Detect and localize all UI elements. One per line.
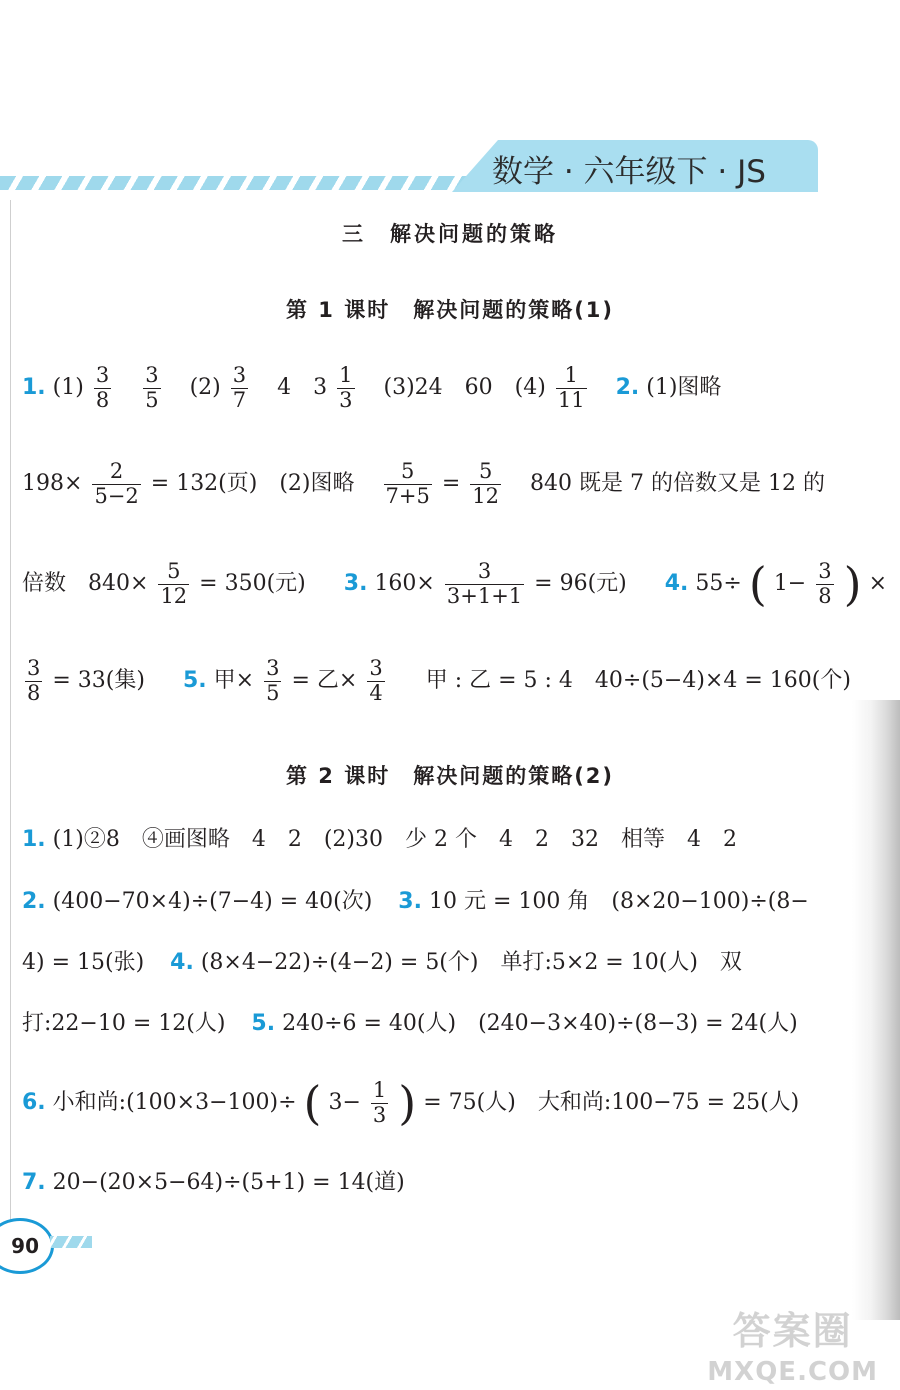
denominator: 8: [27, 680, 41, 705]
answer-text: 840 既是 7 的倍数又是 12 的: [530, 471, 825, 497]
answer-text: 55÷: [695, 571, 742, 597]
answer-text: = 33(集): [52, 668, 145, 694]
question-number: 3.: [343, 571, 368, 597]
answer-text: 20−(20×5−64)÷(5+1) = 14(道): [52, 1170, 405, 1195]
numerator: 1: [372, 1078, 387, 1102]
fraction: [264, 657, 281, 705]
answer-text: 160×: [374, 571, 435, 597]
answer-text: (8×4−22)÷(4−2) = 5(个) 单打:5×2 = 10(人) 双: [200, 950, 742, 975]
fraction: [384, 460, 432, 508]
left-paren: (: [303, 1076, 322, 1131]
numerator: 3: [232, 363, 247, 387]
fraction: [25, 657, 42, 705]
denominator: 3: [339, 387, 353, 412]
lesson-2-heading: 第 2 课时 解决问题的策略(2): [285, 764, 615, 788]
denominator: 5: [266, 680, 280, 705]
fraction: [94, 364, 111, 412]
watermark-main-text: 答案圈: [732, 1309, 853, 1353]
fraction: [445, 560, 524, 608]
page-number-badge: 90: [0, 1218, 54, 1274]
question-number: 2.: [615, 375, 640, 401]
lesson-1-line-4: [22, 657, 851, 705]
denominator: 8: [95, 387, 110, 412]
question-number: 5.: [182, 668, 207, 694]
question-number: 7.: [22, 1170, 46, 1195]
question-number: 2.: [22, 889, 46, 914]
answer-text: 4) = 15(张): [22, 950, 145, 975]
denominator: 11: [557, 387, 585, 412]
answer-text: (3)24 60 (4): [383, 375, 546, 401]
fraction: [231, 364, 248, 412]
section-heading: 三 解决问题的策略: [342, 222, 558, 246]
answer-text: 240÷6 = 40(人) (240−3×40)÷(8−3) = 24(人): [282, 1011, 798, 1036]
numerator: 3: [95, 363, 110, 387]
answer-text: 10 元 = 100 角 (8×20−100)÷(8−: [428, 889, 809, 914]
answer-text: (400−70×4)÷(7−4) = 40(次): [52, 889, 373, 914]
lesson-2-line-2: [22, 891, 809, 913]
numerator: 3: [369, 656, 383, 680]
fraction: [92, 460, 140, 508]
fraction: [158, 560, 189, 608]
denominator: 5−2: [94, 483, 139, 508]
right-paren: ): [843, 557, 862, 612]
footer-stripe: [50, 1236, 92, 1248]
denominator: 12: [160, 583, 188, 608]
answer-text: ×: [868, 571, 888, 597]
numerator: 5: [384, 460, 432, 485]
answer-text: = 350(元): [199, 571, 306, 597]
torn-page-edge: [852, 700, 900, 1320]
watermark-logo: [707, 1300, 878, 1387]
answer-text: = 96(元): [534, 571, 627, 597]
answer-text: (1)图略: [646, 375, 722, 401]
denominator: 7: [232, 387, 247, 412]
fraction: [556, 364, 587, 412]
answer-text: = 75(人) 大和尚:100−75 = 25(人): [423, 1090, 800, 1116]
numerator: 1: [556, 364, 587, 389]
numerator: 1: [339, 363, 353, 387]
fraction: [367, 657, 384, 705]
lesson-1-heading: 第 1 课时 解决问题的策略(1): [285, 298, 615, 322]
answer-text: 甲×: [213, 668, 255, 694]
lesson-1-line-1: [22, 364, 721, 412]
answer-text: 1−: [773, 571, 807, 597]
header-title: 数学 · 六年级下 · JS: [492, 154, 766, 190]
answer-text: 倍数 840×: [22, 571, 149, 597]
question-number: 1.: [22, 375, 46, 401]
numerator: 2: [92, 460, 140, 485]
answer-text: 3−: [328, 1090, 361, 1116]
fraction: [816, 560, 833, 608]
denominator: 12: [472, 483, 500, 508]
question-number: 4.: [664, 571, 689, 597]
lesson-2-line-1: [22, 829, 737, 851]
lesson-2-line-6: [22, 1172, 405, 1194]
left-paren: (: [748, 557, 767, 612]
lesson-1-line-3: [22, 557, 888, 612]
fraction: [337, 364, 354, 412]
numerator: 5: [470, 460, 501, 485]
lesson-2-line-4: [22, 1013, 798, 1035]
fraction: [371, 1079, 388, 1127]
answer-text: 小和尚:(100×3−100)÷: [52, 1090, 297, 1116]
header-stripe-band: [0, 176, 470, 190]
fraction: [143, 364, 160, 412]
denominator: 8: [818, 583, 832, 608]
page-header: [0, 140, 820, 196]
answer-text: 甲 : 乙 = 5 : 4 40÷(5−4)×4 = 160(个): [425, 668, 851, 694]
answer-text: (1): [52, 375, 84, 401]
answer-text: = 乙×: [291, 668, 358, 694]
numerator: 3: [266, 656, 280, 680]
lesson-2-line-5: [22, 1076, 800, 1131]
answer-text: 198×: [22, 471, 83, 497]
denominator: 7+5: [385, 483, 430, 508]
watermark-sub-text: MXQE.COM: [707, 1357, 878, 1387]
lesson-1-line-2: [22, 460, 825, 508]
question-number: 1.: [22, 827, 46, 852]
equals-sign: =: [441, 471, 461, 497]
right-paren: ): [398, 1076, 417, 1131]
question-number: 5.: [251, 1011, 276, 1036]
numerator: 3: [27, 656, 41, 680]
answer-text: (2): [189, 375, 221, 401]
answer-text: (1)②8 ④画图略 4 2 (2)30 少 2 个 4 2 32 相等 4 2: [52, 827, 737, 852]
denominator: 3+1+1: [446, 583, 523, 608]
question-number: 6.: [22, 1090, 46, 1116]
denominator: 4: [369, 680, 383, 705]
answer-text: 打:22−10 = 12(人): [22, 1011, 226, 1036]
answer-text: = 132(页) (2)图略: [150, 471, 355, 497]
denominator: 3: [372, 1102, 387, 1127]
question-number: 3.: [398, 889, 422, 914]
left-margin-rule: [10, 200, 11, 1240]
answer-text: 4 3: [277, 375, 328, 401]
numerator: 3: [445, 560, 524, 585]
lesson-2-line-3: [22, 952, 742, 974]
fraction: [470, 460, 501, 508]
numerator: 5: [158, 560, 189, 585]
question-number: 4.: [170, 950, 194, 975]
denominator: 5: [145, 387, 159, 412]
numerator: 3: [145, 363, 159, 387]
numerator: 3: [818, 559, 832, 583]
